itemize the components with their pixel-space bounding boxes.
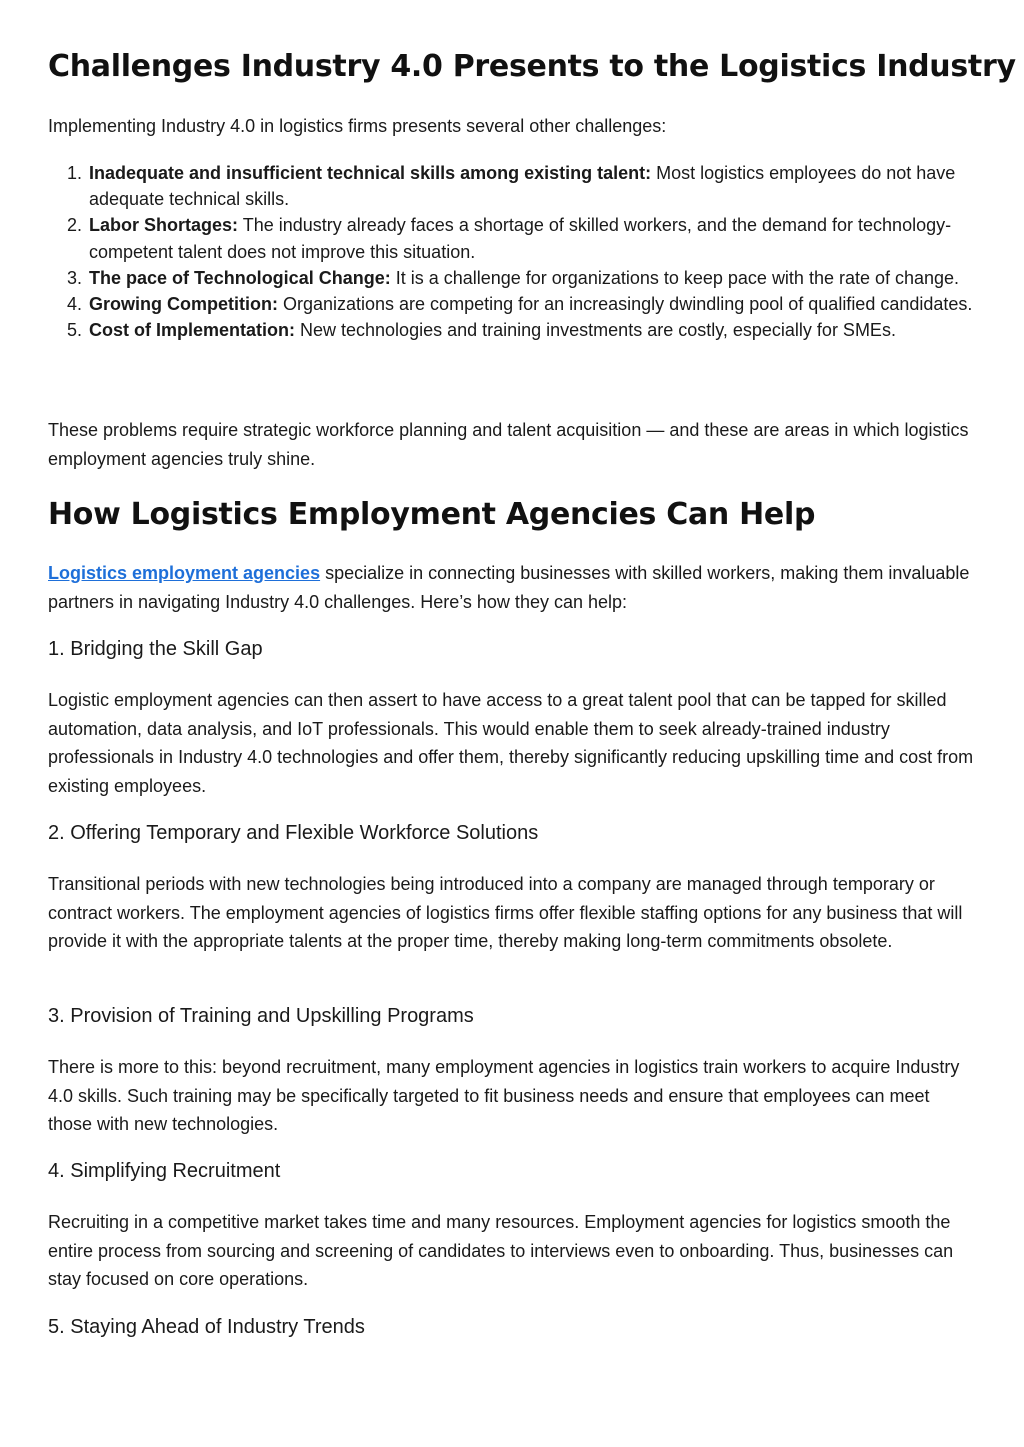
subsection-heading: 4. Simplifying Recruitment bbox=[48, 1160, 281, 1182]
list-item bbox=[89, 317, 1019, 343]
challenges-list bbox=[48, 160, 1019, 343]
list-item-label: Labor Shortages: bbox=[89, 215, 239, 236]
list-item bbox=[89, 212, 1019, 264]
logistics-employment-agencies-link[interactable]: Logistics employment agencies bbox=[48, 563, 321, 583]
subsection-heading: 5. Staying Ahead of Industry Trends bbox=[48, 1316, 365, 1338]
section-heading-how-agencies-help: How Logistics Employment Agencies Can Help bbox=[48, 497, 816, 532]
list-item-label: Cost of Implementation: bbox=[89, 320, 295, 341]
subsection-body: Transitional periods with new technologies being introduced into a company are managed through temporary or contract workers. The employment agencies of logistics firms offer flexible staffing options for any business that will provide it with the appropriate talents at the proper time, thereby making long-term commitments obsolete. bbox=[48, 874, 963, 952]
list-item-text: Most logistics employees do not have adequate technical skills. bbox=[89, 163, 956, 210]
challenges-outro: These problems require strategic workforce planning and talent acquisition — and these are areas in which logistics employment agencies truly shine. bbox=[48, 420, 969, 469]
list-item-label: The pace of Technological Change: bbox=[89, 267, 391, 288]
subsection-heading: 2. Offering Temporary and Flexible Workforce Solutions bbox=[48, 822, 539, 844]
list-item bbox=[89, 265, 1019, 291]
subsection-body: Logistic employment agencies can then assert to have access to a great talent pool that can be tapped for skilled automation, data analysis, and IoT professionals. This would enable them to seek already-trained industry professionals in Industry 4.0 technologies and offer them, thereby significantly reducing upskilling time and cost from existing employees. bbox=[48, 690, 974, 796]
challenges-intro: Implementing Industry 4.0 in logistics firms presents several other challenges: bbox=[48, 116, 667, 136]
list-item-text: Organizations are competing for an increasingly dwindling pool of qualified candidates. bbox=[277, 294, 973, 315]
subsection-body: Recruiting in a competitive market takes time and many resources. Employment agencies for logistics smooth the entire process from sourcing and screening of candidates to interviews even to onboarding. Thus, businesses can stay focused on core operations. bbox=[48, 1212, 954, 1290]
list-item-text: It is a challenge for organizations to keep pace with the rate of change. bbox=[390, 267, 960, 288]
help-intro-text: specialize in connecting businesses with skilled workers, making them invaluable partners in navigating Industry 4.0 challenges. Here’s how they can help: bbox=[48, 563, 970, 612]
subsection-heading: 1. Bridging the Skill Gap bbox=[48, 638, 263, 660]
list-item bbox=[89, 160, 1019, 212]
section-heading-challenges: Challenges Industry 4.0 Presents to the Logistics Industry bbox=[48, 49, 1016, 84]
list-item bbox=[89, 291, 1019, 317]
subsection-heading: 3. Provision of Training and Upskilling Programs bbox=[48, 1005, 474, 1027]
help-intro bbox=[48, 559, 978, 616]
list-item-label: Growing Competition: bbox=[89, 294, 278, 315]
list-item-label: Inadequate and insufficient technical skills among existing talent: bbox=[89, 163, 652, 183]
subsection-body: There is more to this: beyond recruitment, many employment agencies in logistics train workers to acquire Industry 4.0 skills. Such training may be specifically targeted to fit business needs and ensure that employees can meet those with new technologies. bbox=[48, 1057, 960, 1135]
list-item-text: The industry already faces a shortage of skilled workers, and the demand for technology-competent talent does not improve this situation. bbox=[89, 215, 952, 262]
list-item-text: New technologies and training investments are costly, especially for SMEs. bbox=[295, 320, 896, 341]
